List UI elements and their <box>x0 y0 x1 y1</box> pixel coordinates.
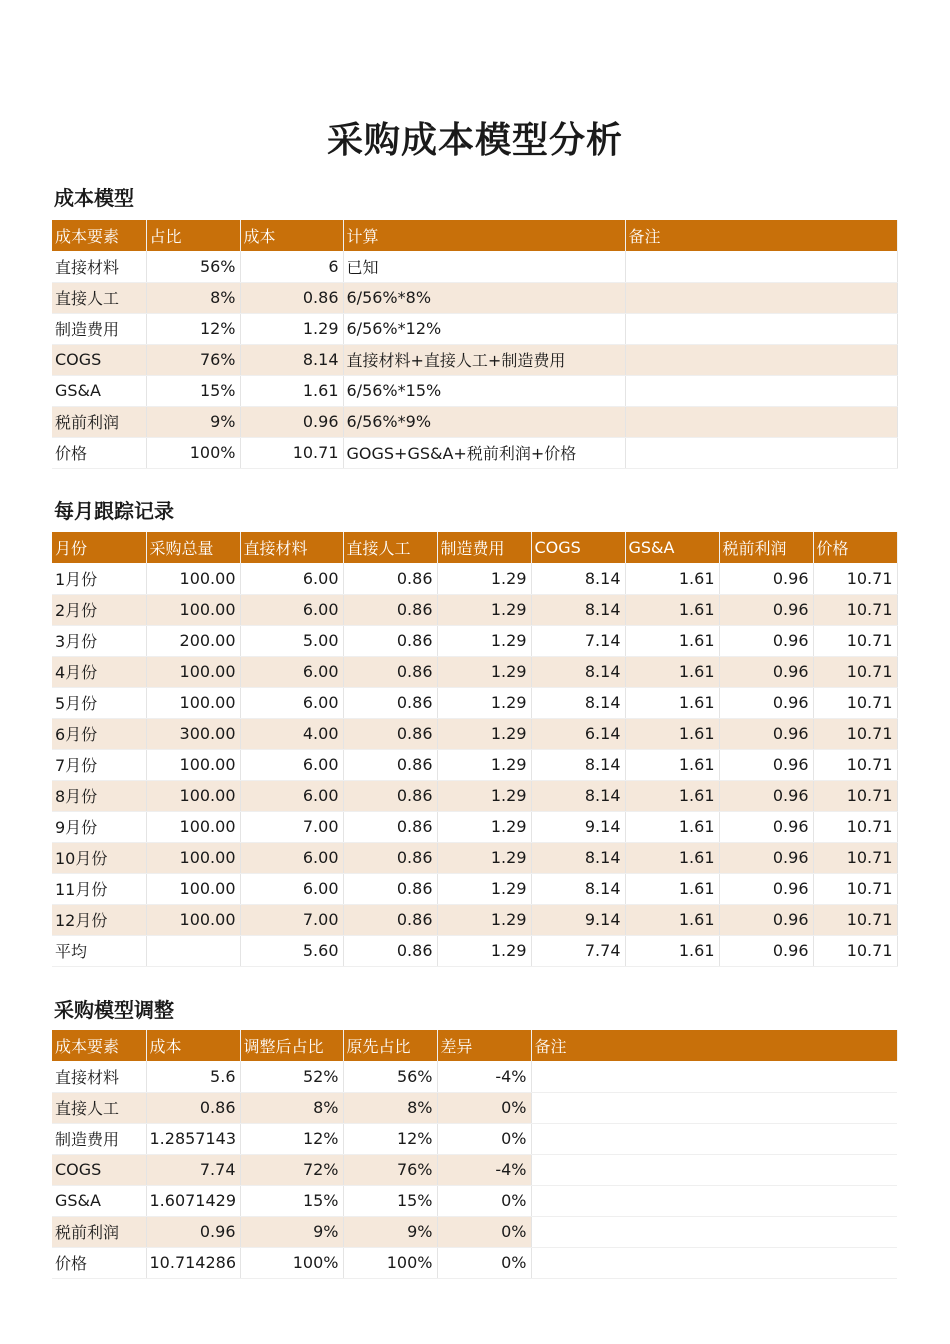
table-cell <box>625 344 897 375</box>
table-cell: 10.71 <box>813 935 897 966</box>
table-cell: 100.00 <box>146 873 240 904</box>
table-cell: 价格 <box>52 1247 146 1278</box>
table-cell: 1.29 <box>437 594 531 625</box>
table-row <box>52 251 897 282</box>
table-cell: 9% <box>343 1216 437 1247</box>
table-cell: 0% <box>437 1123 531 1154</box>
table-cell: 15% <box>146 375 240 406</box>
table-cell: 10.71 <box>240 437 343 468</box>
column-header: 成本要素 <box>52 1030 146 1061</box>
table-cell: 1.29 <box>437 842 531 873</box>
table-cell: 0.86 <box>343 811 437 842</box>
table-cell: 8.14 <box>531 594 625 625</box>
table-cell: 0.86 <box>343 687 437 718</box>
column-header: 成本 <box>146 1030 240 1061</box>
table-cell: 56% <box>146 251 240 282</box>
table-cell: 0.96 <box>719 904 813 935</box>
page-title: 采购成本模型分析 <box>326 120 623 161</box>
section-title-model-adjustment: 采购模型调整 <box>54 998 174 1022</box>
table-cell: 0.96 <box>719 656 813 687</box>
table-cell: 56% <box>343 1061 437 1092</box>
table-cell: 6.00 <box>240 873 343 904</box>
table-cell: 4.00 <box>240 718 343 749</box>
table-row <box>52 780 897 811</box>
table-cell: 1.61 <box>625 749 719 780</box>
table-cell: 15% <box>343 1185 437 1216</box>
table-cell: 12月份 <box>52 904 146 935</box>
cost-model-body <box>52 251 897 468</box>
table-row <box>52 935 897 966</box>
column-header: GS&A <box>625 532 719 563</box>
table-cell: 0.96 <box>719 842 813 873</box>
column-header: 差异 <box>437 1030 531 1061</box>
column-header: 成本要素 <box>52 220 146 251</box>
table-cell: 1.29 <box>437 687 531 718</box>
cost-model-table <box>52 220 898 469</box>
table-cell: 直接材料+直接人工+制造费用 <box>343 344 625 375</box>
table-cell: 100.00 <box>146 811 240 842</box>
column-header: 占比 <box>146 220 240 251</box>
table-cell: GOGS+GS&A+税前利润+价格 <box>343 437 625 468</box>
column-header: 备注 <box>531 1030 897 1061</box>
table-cell: 10月份 <box>52 842 146 873</box>
table-cell <box>625 437 897 468</box>
table-cell: 7.00 <box>240 811 343 842</box>
table-cell: 100.00 <box>146 749 240 780</box>
table-cell: 0.96 <box>719 594 813 625</box>
table-cell: 0.86 <box>240 282 343 313</box>
table-header-row <box>52 532 897 563</box>
table-cell: 已知 <box>343 251 625 282</box>
table-cell: 税前利润 <box>52 406 146 437</box>
table-cell <box>531 1185 897 1216</box>
table-row <box>52 1247 897 1278</box>
table-cell: 0.86 <box>343 749 437 780</box>
table-cell: 1.29 <box>437 811 531 842</box>
table-cell: 0.96 <box>240 406 343 437</box>
table-cell: 4月份 <box>52 656 146 687</box>
table-cell: 100.00 <box>146 842 240 873</box>
table-cell: 5.60 <box>240 935 343 966</box>
table-cell: 0.96 <box>719 625 813 656</box>
column-header: 成本 <box>240 220 343 251</box>
table-row <box>52 563 897 594</box>
column-header: 采购总量 <box>146 532 240 563</box>
table-cell <box>146 935 240 966</box>
table-cell: 1.2857143 <box>146 1123 240 1154</box>
table-cell: 0.86 <box>343 873 437 904</box>
table-cell: 9.14 <box>531 904 625 935</box>
table-cell: 8.14 <box>531 873 625 904</box>
table-cell: 10.71 <box>813 656 897 687</box>
table-cell: 7.14 <box>531 625 625 656</box>
table-cell: 1.61 <box>625 811 719 842</box>
table-row <box>52 1216 897 1247</box>
table-cell: 6/56%*12% <box>343 313 625 344</box>
table-cell: 0.96 <box>719 687 813 718</box>
table-cell: 2月份 <box>52 594 146 625</box>
table-cell: 10.71 <box>813 780 897 811</box>
table-cell: 7.00 <box>240 904 343 935</box>
table-cell: 1.61 <box>625 594 719 625</box>
table-cell: 0.86 <box>343 935 437 966</box>
table-row <box>52 1061 897 1092</box>
table-cell: 0.96 <box>719 718 813 749</box>
column-header: 直接人工 <box>343 532 437 563</box>
column-header: 直接材料 <box>240 532 343 563</box>
table-row <box>52 904 897 935</box>
table-cell: 10.71 <box>813 873 897 904</box>
model-adjustment-body <box>52 1061 897 1278</box>
table-cell: 10.71 <box>813 718 897 749</box>
table-cell: 10.71 <box>813 625 897 656</box>
table-row <box>52 406 897 437</box>
table-cell: 7.74 <box>146 1154 240 1185</box>
table-cell: 100.00 <box>146 780 240 811</box>
table-cell: 价格 <box>52 437 146 468</box>
table-cell: 10.71 <box>813 687 897 718</box>
column-header: 税前利润 <box>719 532 813 563</box>
table-header-row <box>52 1030 897 1061</box>
table-cell: 100.00 <box>146 563 240 594</box>
table-row <box>52 811 897 842</box>
table-cell: 1.29 <box>437 904 531 935</box>
table-cell: 9% <box>240 1216 343 1247</box>
table-cell: 11月份 <box>52 873 146 904</box>
table-row <box>52 1185 897 1216</box>
table-cell: 直接材料 <box>52 251 146 282</box>
table-cell: -4% <box>437 1061 531 1092</box>
table-cell: 1月份 <box>52 563 146 594</box>
table-cell: 8.14 <box>531 780 625 811</box>
table-cell: 1.61 <box>625 718 719 749</box>
table-row <box>52 718 897 749</box>
table-cell: 0.96 <box>719 811 813 842</box>
table-cell: 0.86 <box>343 656 437 687</box>
table-cell <box>531 1092 897 1123</box>
table-cell: 6 <box>240 251 343 282</box>
table-row <box>52 873 897 904</box>
table-cell: 1.29 <box>437 563 531 594</box>
table-row <box>52 1154 897 1185</box>
table-cell: 直接人工 <box>52 1092 146 1123</box>
table-cell: 8月份 <box>52 780 146 811</box>
table-cell: 10.71 <box>813 563 897 594</box>
table-cell: 10.71 <box>813 904 897 935</box>
table-cell: 300.00 <box>146 718 240 749</box>
table-cell: 0.86 <box>343 842 437 873</box>
table-cell: 8% <box>343 1092 437 1123</box>
table-cell: 6.00 <box>240 842 343 873</box>
table-cell: COGS <box>52 344 146 375</box>
table-cell: 10.71 <box>813 842 897 873</box>
table-cell: 1.29 <box>437 749 531 780</box>
table-cell: 0.96 <box>146 1216 240 1247</box>
table-cell: 0% <box>437 1216 531 1247</box>
table-cell: 0.86 <box>343 904 437 935</box>
table-row <box>52 437 897 468</box>
table-cell: 6/56%*15% <box>343 375 625 406</box>
column-header: 调整后占比 <box>240 1030 343 1061</box>
table-cell <box>531 1247 897 1278</box>
table-cell <box>531 1154 897 1185</box>
section-title-cost-model: 成本模型 <box>54 186 134 210</box>
table-cell: 8.14 <box>240 344 343 375</box>
table-cell: 15% <box>240 1185 343 1216</box>
table-cell: GS&A <box>52 375 146 406</box>
table-cell: 10.71 <box>813 749 897 780</box>
table-cell: 12% <box>343 1123 437 1154</box>
table-cell: 0.96 <box>719 563 813 594</box>
table-cell: 6.00 <box>240 563 343 594</box>
table-row <box>52 687 897 718</box>
table-cell: 0.96 <box>719 935 813 966</box>
table-cell: 0.86 <box>343 594 437 625</box>
table-cell: 12% <box>240 1123 343 1154</box>
table-cell: 1.61 <box>240 375 343 406</box>
table-cell: 100.00 <box>146 687 240 718</box>
table-cell: 8.14 <box>531 749 625 780</box>
table-cell: 6.00 <box>240 687 343 718</box>
table-cell: 1.29 <box>437 873 531 904</box>
table-cell: 8.14 <box>531 687 625 718</box>
monthly-tracking-body <box>52 563 897 966</box>
table-cell: GS&A <box>52 1185 146 1216</box>
table-cell: 1.29 <box>240 313 343 344</box>
column-header: 原先占比 <box>343 1030 437 1061</box>
table-cell: 制造费用 <box>52 1123 146 1154</box>
table-cell: 6.00 <box>240 656 343 687</box>
table-cell: 52% <box>240 1061 343 1092</box>
table-cell: 12% <box>146 313 240 344</box>
table-cell: 0.86 <box>343 718 437 749</box>
table-row <box>52 1092 897 1123</box>
table-cell: 1.29 <box>437 656 531 687</box>
table-cell: 6/56%*9% <box>343 406 625 437</box>
table-cell: 6月份 <box>52 718 146 749</box>
table-row <box>52 375 897 406</box>
table-cell: 0% <box>437 1092 531 1123</box>
table-cell: 0.86 <box>146 1092 240 1123</box>
table-cell: 直接人工 <box>52 282 146 313</box>
table-cell: 10.71 <box>813 811 897 842</box>
table-row <box>52 656 897 687</box>
table-cell: 税前利润 <box>52 1216 146 1247</box>
table-cell: 9月份 <box>52 811 146 842</box>
table-cell: 8.14 <box>531 842 625 873</box>
table-cell: 直接材料 <box>52 1061 146 1092</box>
table-cell: 0.86 <box>343 625 437 656</box>
table-header-row <box>52 220 897 251</box>
table-cell: 1.61 <box>625 842 719 873</box>
table-cell: 6.00 <box>240 780 343 811</box>
table-cell: 0% <box>437 1185 531 1216</box>
table-cell: 100% <box>343 1247 437 1278</box>
table-cell <box>625 375 897 406</box>
table-cell: 1.61 <box>625 873 719 904</box>
table-cell: 5.6 <box>146 1061 240 1092</box>
table-cell: 1.29 <box>437 935 531 966</box>
table-cell: 76% <box>343 1154 437 1185</box>
column-header: COGS <box>531 532 625 563</box>
table-cell: 9.14 <box>531 811 625 842</box>
table-cell: 8% <box>240 1092 343 1123</box>
table-cell: 1.61 <box>625 656 719 687</box>
table-cell: 100.00 <box>146 904 240 935</box>
table-cell: 6.00 <box>240 749 343 780</box>
table-cell: 1.61 <box>625 935 719 966</box>
table-cell: COGS <box>52 1154 146 1185</box>
table-cell <box>531 1061 897 1092</box>
table-cell: 1.61 <box>625 625 719 656</box>
table-cell: 8% <box>146 282 240 313</box>
table-row <box>52 344 897 375</box>
table-cell <box>625 406 897 437</box>
table-cell: 1.61 <box>625 687 719 718</box>
table-cell: 200.00 <box>146 625 240 656</box>
table-row <box>52 842 897 873</box>
table-cell: 8.14 <box>531 563 625 594</box>
table-cell: 1.61 <box>625 904 719 935</box>
table-cell: 制造费用 <box>52 313 146 344</box>
column-header: 备注 <box>625 220 897 251</box>
table-cell: 3月份 <box>52 625 146 656</box>
table-cell: 10.71 <box>813 594 897 625</box>
column-header: 月份 <box>52 532 146 563</box>
column-header: 价格 <box>813 532 897 563</box>
table-row <box>52 594 897 625</box>
table-cell: 7月份 <box>52 749 146 780</box>
table-cell: 0.96 <box>719 873 813 904</box>
table-cell: 6/56%*8% <box>343 282 625 313</box>
table-row <box>52 625 897 656</box>
monthly-tracking-table <box>52 532 898 967</box>
table-cell: 7.74 <box>531 935 625 966</box>
table-cell: 1.61 <box>625 780 719 811</box>
table-row <box>52 313 897 344</box>
table-cell: 5月份 <box>52 687 146 718</box>
table-cell: -4% <box>437 1154 531 1185</box>
table-cell <box>531 1123 897 1154</box>
section-title-monthly-tracking: 每月跟踪记录 <box>54 499 174 523</box>
table-row <box>52 749 897 780</box>
table-cell: 6.14 <box>531 718 625 749</box>
table-cell <box>625 251 897 282</box>
table-cell: 5.00 <box>240 625 343 656</box>
table-cell: 0.96 <box>719 780 813 811</box>
table-cell: 1.61 <box>625 563 719 594</box>
table-cell: 100.00 <box>146 594 240 625</box>
table-cell <box>625 313 897 344</box>
table-cell <box>625 282 897 313</box>
table-cell: 100% <box>240 1247 343 1278</box>
table-cell: 0.86 <box>343 780 437 811</box>
table-cell: 8.14 <box>531 656 625 687</box>
table-cell <box>531 1216 897 1247</box>
table-cell: 0% <box>437 1247 531 1278</box>
table-cell: 1.29 <box>437 625 531 656</box>
table-cell: 0.86 <box>343 563 437 594</box>
table-cell: 76% <box>146 344 240 375</box>
column-header: 制造费用 <box>437 532 531 563</box>
table-cell: 72% <box>240 1154 343 1185</box>
table-cell: 100.00 <box>146 656 240 687</box>
table-cell: 平均 <box>52 935 146 966</box>
table-cell: 1.29 <box>437 780 531 811</box>
column-header: 计算 <box>343 220 625 251</box>
table-cell: 1.29 <box>437 718 531 749</box>
table-cell: 6.00 <box>240 594 343 625</box>
table-cell: 9% <box>146 406 240 437</box>
table-row <box>52 282 897 313</box>
model-adjustment-table <box>52 1030 898 1279</box>
table-cell: 1.6071429 <box>146 1185 240 1216</box>
table-cell: 100% <box>146 437 240 468</box>
table-cell: 10.714286 <box>146 1247 240 1278</box>
table-cell: 0.96 <box>719 749 813 780</box>
table-row <box>52 1123 897 1154</box>
